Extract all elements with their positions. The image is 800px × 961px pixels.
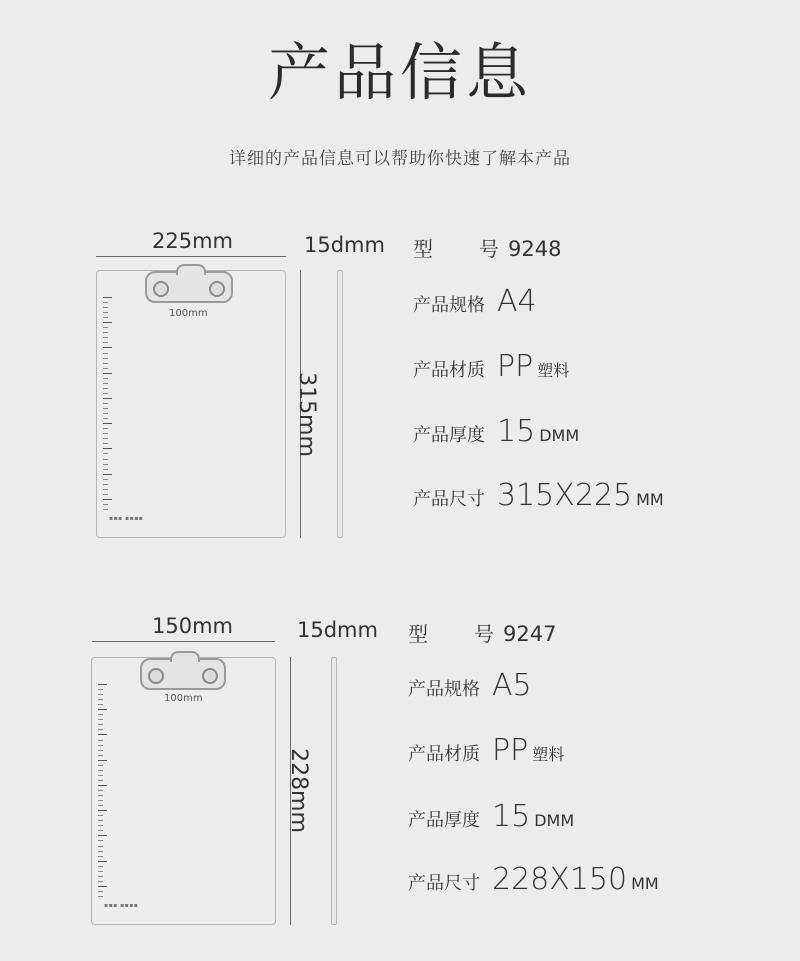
clip-width-label: 100mm (169, 308, 208, 319)
spec-format-key: 产品规格 (413, 295, 485, 316)
width-dimension-label: 150mm (152, 614, 233, 638)
ruler-tick (103, 494, 108, 495)
ruler-tick (98, 830, 103, 831)
ruler-tick (103, 453, 108, 454)
ruler-scale (103, 297, 115, 509)
ruler-tick (98, 719, 103, 720)
ruler-tick (103, 489, 108, 490)
ruler-tick (103, 499, 112, 500)
spec-thickness-unit: DMM (534, 811, 575, 830)
ruler-tick (103, 408, 108, 409)
ruler-tick (103, 368, 108, 369)
ruler-tick (98, 805, 103, 806)
brand-mark: ▪▪▪ ▪▪▪▪ (109, 515, 144, 522)
ruler-tick (103, 378, 108, 379)
ruler-tick (103, 459, 108, 460)
spec-thickness-value: 15 (497, 414, 536, 449)
ruler-tick (103, 317, 108, 318)
spec-material-key: 产品材质 (413, 360, 485, 381)
ruler-tick (103, 393, 108, 394)
ruler-tick (103, 464, 108, 465)
spec-thickness (413, 414, 579, 449)
spec-material (413, 349, 569, 384)
ruler-tick (98, 734, 107, 735)
ruler-tick (103, 504, 108, 505)
ruler-tick (98, 785, 107, 786)
ruler-tick (98, 760, 107, 761)
ruler-tick (98, 896, 103, 897)
model-key-a: 型 (408, 622, 428, 646)
ruler-tick (98, 714, 103, 715)
ruler-tick (103, 423, 112, 424)
ruler-tick (98, 745, 103, 746)
ruler-tick (103, 413, 108, 414)
ruler-tick (98, 856, 103, 857)
ruler-tick (98, 765, 103, 766)
ruler-tick (103, 312, 108, 313)
ruler-tick (103, 438, 108, 439)
spec-material-value: PP (492, 733, 529, 768)
ruler-tick (103, 479, 108, 480)
ruler-tick (103, 403, 108, 404)
ruler-tick (103, 428, 108, 429)
ruler-tick (98, 699, 103, 700)
thickness-dimension-label: 15dmm (304, 233, 385, 257)
ruler-tick (103, 297, 112, 298)
ruler-scale (98, 684, 110, 896)
ruler-tick (103, 322, 112, 323)
ruler-tick (103, 358, 108, 359)
spec-thickness-key: 产品厚度 (408, 810, 480, 831)
ruler-tick (103, 363, 108, 364)
ruler-tick (103, 302, 108, 303)
width-dimension-label: 225mm (152, 229, 233, 253)
spec-format-value: A4 (497, 284, 537, 319)
ruler-tick (98, 881, 103, 882)
ruler-tick (98, 724, 103, 725)
spec-size-value: 315X225 (497, 478, 633, 513)
ruler-tick (103, 337, 108, 338)
spec-model (413, 233, 561, 262)
clipboard-side-view (337, 270, 343, 538)
ruler-tick (98, 861, 107, 862)
spec-thickness-value: 15 (492, 799, 531, 834)
clipboard-front-view (91, 657, 276, 925)
spec-format-key: 产品规格 (408, 679, 480, 700)
page-subtitle: 详细的产品信息可以帮助你快速了解本产品 (229, 149, 571, 169)
ruler-tick (103, 347, 112, 348)
ruler-tick (98, 740, 103, 741)
ruler-tick (103, 383, 108, 384)
ruler-tick (98, 755, 103, 756)
ruler-tick (98, 876, 103, 877)
spec-format (413, 284, 537, 319)
model-key-b: 号 (474, 622, 494, 646)
ruler-tick (103, 327, 108, 328)
spec-size-unit: MM (636, 490, 664, 509)
ruler-tick (98, 709, 107, 710)
spec-size (413, 478, 664, 513)
ruler-tick (98, 871, 103, 872)
clipboard-side-view (331, 657, 337, 925)
spec-material-value: PP (497, 349, 534, 384)
ruler-tick (98, 851, 103, 852)
ruler-tick (98, 840, 103, 841)
spec-material (408, 733, 564, 768)
ruler-tick (103, 398, 112, 399)
ruler-tick (98, 891, 103, 892)
ruler-tick (98, 846, 103, 847)
ruler-tick (98, 689, 103, 690)
ruler-tick (98, 770, 103, 771)
ruler-tick (103, 443, 108, 444)
width-dimension-line (96, 256, 286, 257)
height-dimension-label: 315mm (293, 372, 319, 457)
ruler-tick (98, 704, 103, 705)
spec-thickness-unit: DMM (539, 426, 580, 445)
model-value: 9247 (503, 622, 557, 646)
spec-format (408, 668, 532, 703)
spec-size (408, 862, 659, 897)
ruler-tick (98, 866, 103, 867)
model-value: 9248 (508, 237, 562, 261)
spec-thickness (408, 799, 574, 834)
ruler-tick (98, 729, 103, 730)
spec-size-value: 228X150 (492, 862, 628, 897)
ruler-tick (103, 332, 108, 333)
height-dimension-label: 228mm (285, 748, 311, 833)
ruler-tick (98, 775, 103, 776)
ruler-tick (103, 373, 112, 374)
ruler-tick (98, 694, 103, 695)
ruler-tick (103, 388, 108, 389)
spec-size-key: 产品尺寸 (413, 489, 485, 510)
spec-thickness-key: 产品厚度 (413, 425, 485, 446)
ruler-tick (103, 342, 108, 343)
ruler-tick (103, 509, 108, 510)
ruler-tick (98, 820, 103, 821)
ruler-tick (98, 825, 103, 826)
ruler-tick (98, 750, 103, 751)
ruler-tick (103, 469, 108, 470)
ruler-tick (98, 795, 103, 796)
ruler-tick (98, 810, 107, 811)
clip-mechanism (140, 658, 226, 690)
spec-material-key: 产品材质 (408, 744, 480, 765)
thickness-dimension-label: 15dmm (297, 618, 378, 642)
ruler-tick (103, 353, 108, 354)
clip-width-label: 100mm (164, 693, 203, 704)
spec-model (408, 618, 556, 647)
ruler-tick (98, 886, 107, 887)
brand-mark: ▪▪▪ ▪▪▪▪ (104, 902, 139, 909)
ruler-tick (98, 815, 103, 816)
ruler-tick (98, 835, 107, 836)
ruler-tick (103, 433, 108, 434)
spec-material-unit: 塑料 (532, 745, 565, 764)
ruler-tick (103, 474, 112, 475)
ruler-tick (103, 448, 112, 449)
spec-format-value: A5 (492, 668, 532, 703)
spec-size-key: 产品尺寸 (408, 873, 480, 894)
ruler-tick (98, 800, 103, 801)
spec-size-unit: MM (631, 874, 659, 893)
page-title: 产品信息 (267, 36, 532, 109)
model-key-a: 型 (413, 237, 433, 261)
ruler-tick (98, 780, 103, 781)
spec-material-unit: 塑料 (537, 361, 570, 380)
model-key-b: 号 (479, 237, 499, 261)
ruler-tick (98, 684, 107, 685)
width-dimension-line (92, 641, 275, 642)
ruler-tick (103, 307, 108, 308)
clipboard-front-view (96, 270, 286, 538)
ruler-tick (103, 484, 108, 485)
clip-mechanism (145, 271, 233, 303)
ruler-tick (103, 418, 108, 419)
ruler-tick (98, 790, 103, 791)
